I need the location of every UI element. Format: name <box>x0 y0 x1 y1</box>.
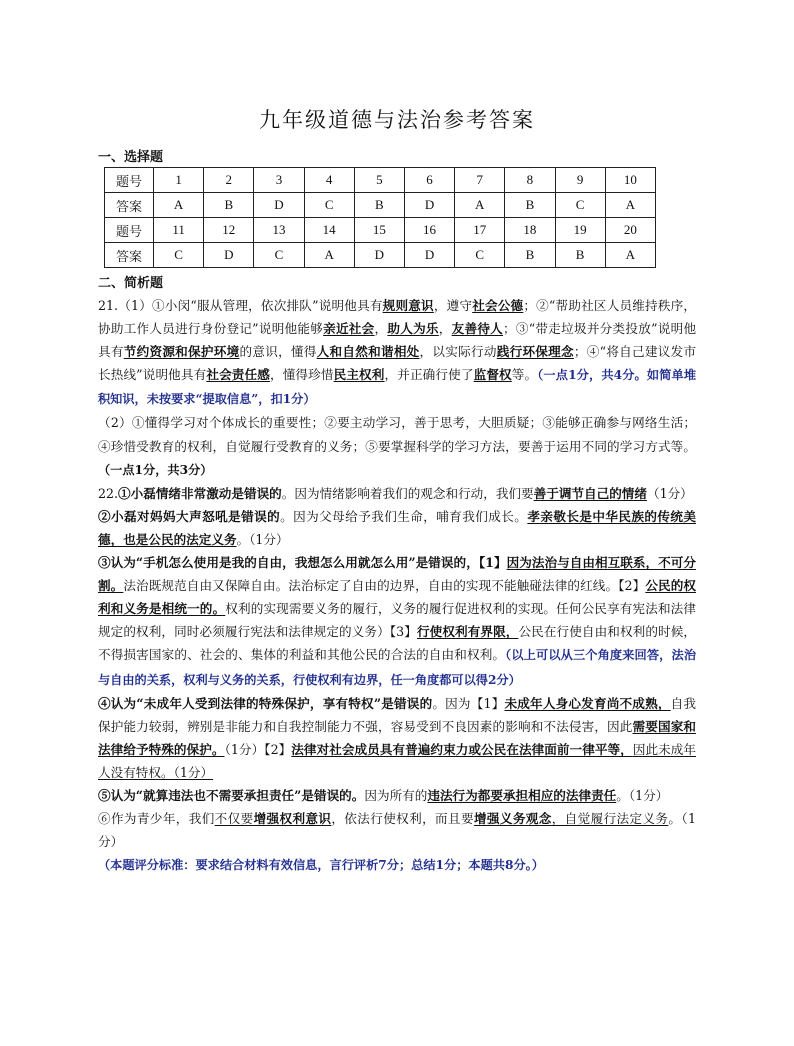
answer-cell: B <box>354 193 404 218</box>
question-number: 19 <box>555 218 605 243</box>
question-number: 16 <box>404 218 454 243</box>
keyword: 需要国家和法律给予特殊的保护。 <box>98 718 697 757</box>
keyword: 社会责任感 <box>206 367 270 383</box>
text: 。（1分） <box>616 787 669 803</box>
answer-cell: A <box>455 193 505 218</box>
keyword: 人和自然和谐相处 <box>316 344 420 360</box>
answer-cell: B <box>505 243 555 268</box>
text: 自我保护能力较弱，辨别是非能力和自我控制能力不强，容易受到不良因素的影响和不法侵害，因此 <box>98 695 697 734</box>
text: 因为所有的 <box>364 787 428 803</box>
keyword: 未成年人身心发育尚不成熟， <box>504 695 671 711</box>
keyword: 践行环保理念 <box>496 344 574 360</box>
keyword: 友善待人 <box>451 321 504 337</box>
question-number: 1 <box>154 168 204 193</box>
keyword: 违法行为都要承担相应的法律责任 <box>427 787 617 803</box>
text: ，遵守 <box>433 298 473 313</box>
q22-point4 <box>98 692 696 784</box>
text: 22. <box>98 485 119 501</box>
row-label: 题号 <box>105 218 154 243</box>
keyword: 法律对社会成员具有普遍约束力或公民在法律面前一律平等， <box>291 741 633 757</box>
text: 的意识，懂得 <box>239 344 317 360</box>
section-heading-choice: 一、选择题 <box>98 150 164 165</box>
text: 。（1分） <box>98 811 697 850</box>
text: ， <box>438 321 452 337</box>
text: ⑥作为青少年，我们 <box>98 811 215 827</box>
text: 。因为【1】 <box>432 695 505 711</box>
q22-point5 <box>98 784 696 807</box>
text: ；②“帮助社区人员维持秩序，协助工作人员进行身份登记”说明他能够 <box>98 298 697 337</box>
text: ， <box>374 321 388 337</box>
answer-cell: B <box>555 243 605 268</box>
question-number: 14 <box>304 218 354 243</box>
keyword: ②小磊对妈妈大声怒吼是错误的 <box>98 508 281 524</box>
answer-cell: A <box>605 193 655 218</box>
scoring-note: （一点1分，共3分） <box>98 462 213 477</box>
keyword: 民主权利 <box>333 367 385 383</box>
question-number: 12 <box>204 218 254 243</box>
scoring-note: （一点1分，共4分。如简单堆积知识，未按要求“提取信息”，扣1分） <box>98 368 697 407</box>
keyword: 公民的权利和义务是相统一的。 <box>98 578 696 617</box>
keyword: 孝亲敬长是中华民族的传统美德，也是公民的法定义务 <box>98 508 697 547</box>
keyword: 节约资源和保护环境 <box>123 344 240 360</box>
keyword: 助人为乐 <box>387 321 439 337</box>
text: 。因为父母给予我们生命，哺育我们成长。 <box>280 508 528 524</box>
section-heading-analysis: 二、简析题 <box>98 276 164 291</box>
answer-cell: A <box>304 243 354 268</box>
keyword: 规则意识 <box>382 298 434 313</box>
text: ，并正确行使了 <box>384 367 474 383</box>
text: （2）①懂得学习对个体成长的重要性；②要主动学习，善于思考，大胆质疑；③能够正确参与网络生活；④珍惜受教育的权利，自觉履行受教育的义务；⑤要掌握科学的学习方法，要善于运用不同的学习方式等。 <box>98 415 696 454</box>
table-row <box>105 218 656 243</box>
question-number: 18 <box>505 218 555 243</box>
table-row <box>105 243 656 268</box>
answer-cell: A <box>154 193 204 218</box>
answer-body <box>98 294 696 877</box>
answer-cell: C <box>455 243 505 268</box>
question-number: 7 <box>455 168 505 193</box>
text: ，自觉履行法定义务 <box>551 811 669 827</box>
keyword: 社会公德 <box>472 298 524 313</box>
answer-cell: D <box>404 193 454 218</box>
answer-cell: B <box>505 193 555 218</box>
question-number: 15 <box>354 218 404 243</box>
scoring-note: （本题评分标准：要求结合材料有效信息，言行评析7分；总结1分；本题共8分。） <box>98 858 544 873</box>
question-number: 2 <box>204 168 254 193</box>
keyword: 因为法治与自由相互联系，不可分割。 <box>98 555 696 594</box>
text: ，以实际行动 <box>419 344 497 360</box>
question-number: 8 <box>505 168 555 193</box>
q22-point2 <box>98 505 696 551</box>
question-number: 5 <box>354 168 404 193</box>
q22-point3 <box>98 551 696 692</box>
answer-cell: D <box>254 193 304 218</box>
keyword: ①小磊情绪非常激动是错误的 <box>118 485 282 501</box>
answer-cell: C <box>154 243 204 268</box>
question-number: 6 <box>404 168 454 193</box>
text: ，懂得珍惜 <box>269 367 334 383</box>
question-number: 4 <box>304 168 354 193</box>
row-label: 答案 <box>105 193 154 218</box>
keyword: 监督权 <box>473 367 512 383</box>
answer-cell: D <box>404 243 454 268</box>
keyword: ③认为“手机怎么使用是我的自由，我想怎么用就怎么用”是错误的 <box>98 555 467 571</box>
question-number: 20 <box>605 218 655 243</box>
q21-part1 <box>98 294 696 411</box>
answer-cell: A <box>605 243 655 268</box>
question-number: 3 <box>254 168 304 193</box>
question-number: 9 <box>555 168 605 193</box>
question-number: 11 <box>154 218 204 243</box>
answer-cell: D <box>204 243 254 268</box>
keyword: 行使权利有界限， <box>416 624 519 640</box>
text: 。（1分） <box>236 531 289 547</box>
answer-cell: C <box>304 193 354 218</box>
table-row <box>105 168 656 193</box>
q22-point6 <box>98 807 696 853</box>
keyword: 亲近社会 <box>323 321 375 337</box>
keyword: 善于调节自己的情绪 <box>533 485 647 501</box>
answer-table <box>104 167 656 268</box>
keyword: ⑤认为“就算违法也不需要承担责任”是错误的。 <box>98 787 365 803</box>
q22-scoring-standard <box>98 853 696 877</box>
answer-cell: D <box>354 243 404 268</box>
text: ；③“带走垃圾并分类投放”说明他具有 <box>98 321 697 360</box>
text: 法治既规范自由又保障自由。法治标定了自由的边界，自由的实现不能触碰法律的红线。【2】 <box>123 578 646 594</box>
answer-cell: C <box>254 243 304 268</box>
text: 不仅要 <box>214 811 254 827</box>
row-label: 答案 <box>105 243 154 268</box>
question-number: 10 <box>605 168 655 193</box>
text: 公民在行使自由和权利的时候，不得损害国家的、社会的、集体的利益和其他公民的合法的自由和权利。 <box>98 624 697 663</box>
text: ，【1】 <box>466 555 507 571</box>
text: （1分）【2】 <box>224 741 292 757</box>
text: 权利的实现需要义务的履行，义务的履行促进权利的实现。任何公民享有宪法和法律规定的权利，同时必须履行宪法和法律规定的义务）【3】 <box>98 601 697 640</box>
answer-cell: B <box>204 193 254 218</box>
table-row <box>105 193 656 218</box>
keyword: ④认为“未成年人受到法律的特殊保护，享有特权”是错误的 <box>98 695 433 711</box>
row-label: 题号 <box>105 168 154 193</box>
text: 21.（1）①小闵“服从管理，依次排队”说明他具有 <box>98 298 383 313</box>
text: ；④“将自己建议发市长热线”说明他具有 <box>98 344 697 383</box>
text: 。因为情绪影响着我们的观念和行动，我们要 <box>281 485 534 501</box>
page-title: 九年级道德与法治参考答案 <box>259 108 535 132</box>
keyword: 增强义务观念 <box>473 811 552 827</box>
question-number: 13 <box>254 218 304 243</box>
question-number: 17 <box>455 218 505 243</box>
text: （1分） <box>646 485 693 501</box>
text: 等。 <box>511 367 538 383</box>
scoring-note: （以上可以从三个角度来回答，法治与自由的关系，权利与义务的关系，行使权利有边界，任一角度都可以得2分） <box>98 648 697 687</box>
answer-cell: C <box>555 193 605 218</box>
keyword: 增强权利意识 <box>253 811 332 827</box>
text: 因此未成年人没有特权。（1分） <box>98 741 697 780</box>
text: ，依法行使权利，而且要 <box>331 811 474 827</box>
q22-point1 <box>98 482 696 505</box>
q21-part2 <box>98 411 696 481</box>
